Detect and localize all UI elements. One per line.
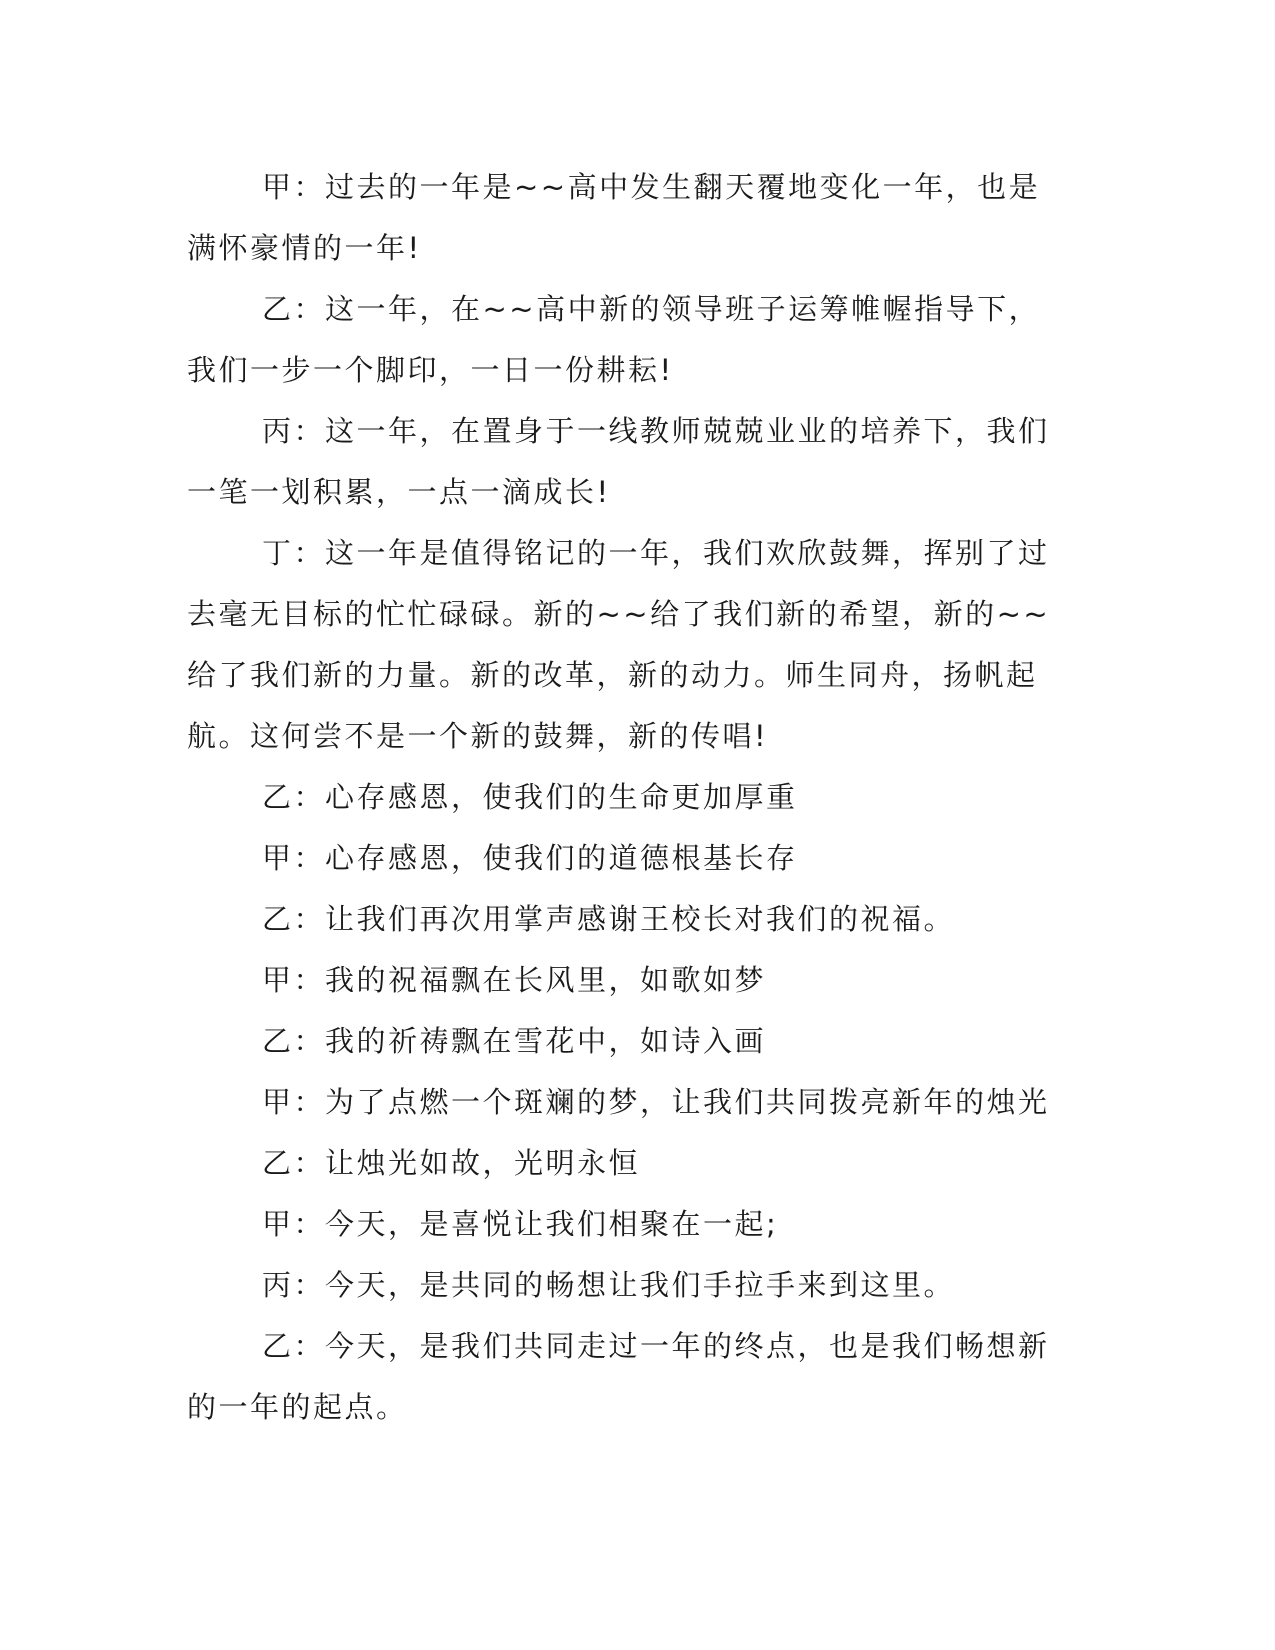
paragraph: 乙：这一年，在~~高中新的领导班子运筹帷幄指导下，我们一步一个脚印，一日一份耕耘! — [187, 292, 1041, 387]
paragraph: 甲：为了点燃一个斑斓的梦，让我们共同拨亮新年的烛光 — [262, 1085, 1050, 1119]
paragraph: 乙：让我们再次用掌声感谢王校长对我们的祝福。 — [262, 902, 956, 936]
paragraph: 丙：这一年，在置身于一线教师兢兢业业的培养下，我们一笔一划积累，一点一滴成长! — [187, 414, 1050, 509]
paragraph: 甲：今天，是喜悦让我们相聚在一起; — [262, 1207, 779, 1241]
paragraph: 甲：我的祝福飘在长风里，如歌如梦 — [262, 963, 767, 997]
paragraph: 甲：过去的一年是~~高中发生翻天覆地变化一年，也是满怀豪情的一年! — [187, 170, 1041, 265]
paragraph: 甲：心存感恩，使我们的道德根基长存 — [262, 841, 798, 875]
paragraph: 乙：我的祈祷飘在雪花中，如诗入画 — [262, 1024, 767, 1058]
paragraph: 乙：今天，是我们共同走过一年的终点，也是我们畅想新的一年的起点。 — [187, 1329, 1050, 1424]
paragraph: 丁：这一年是值得铭记的一年，我们欢欣鼓舞，挥别了过去毫无目标的忙忙碌碌。新的~~给了我们新的希望，新的~~给了我们新的力量。新的改革，新的动力。师生同舟，扬帆起航。这何尝不是一个新的鼓舞，新的传唱! — [187, 536, 1051, 753]
paragraph: 乙：让烛光如故，光明永恒 — [262, 1146, 641, 1180]
paragraph: 丙：今天，是共同的畅想让我们手拉手来到这里。 — [262, 1268, 956, 1302]
document-body — [187, 157, 1067, 1438]
paragraph: 乙：心存感恩，使我们的生命更加厚重 — [262, 780, 798, 814]
